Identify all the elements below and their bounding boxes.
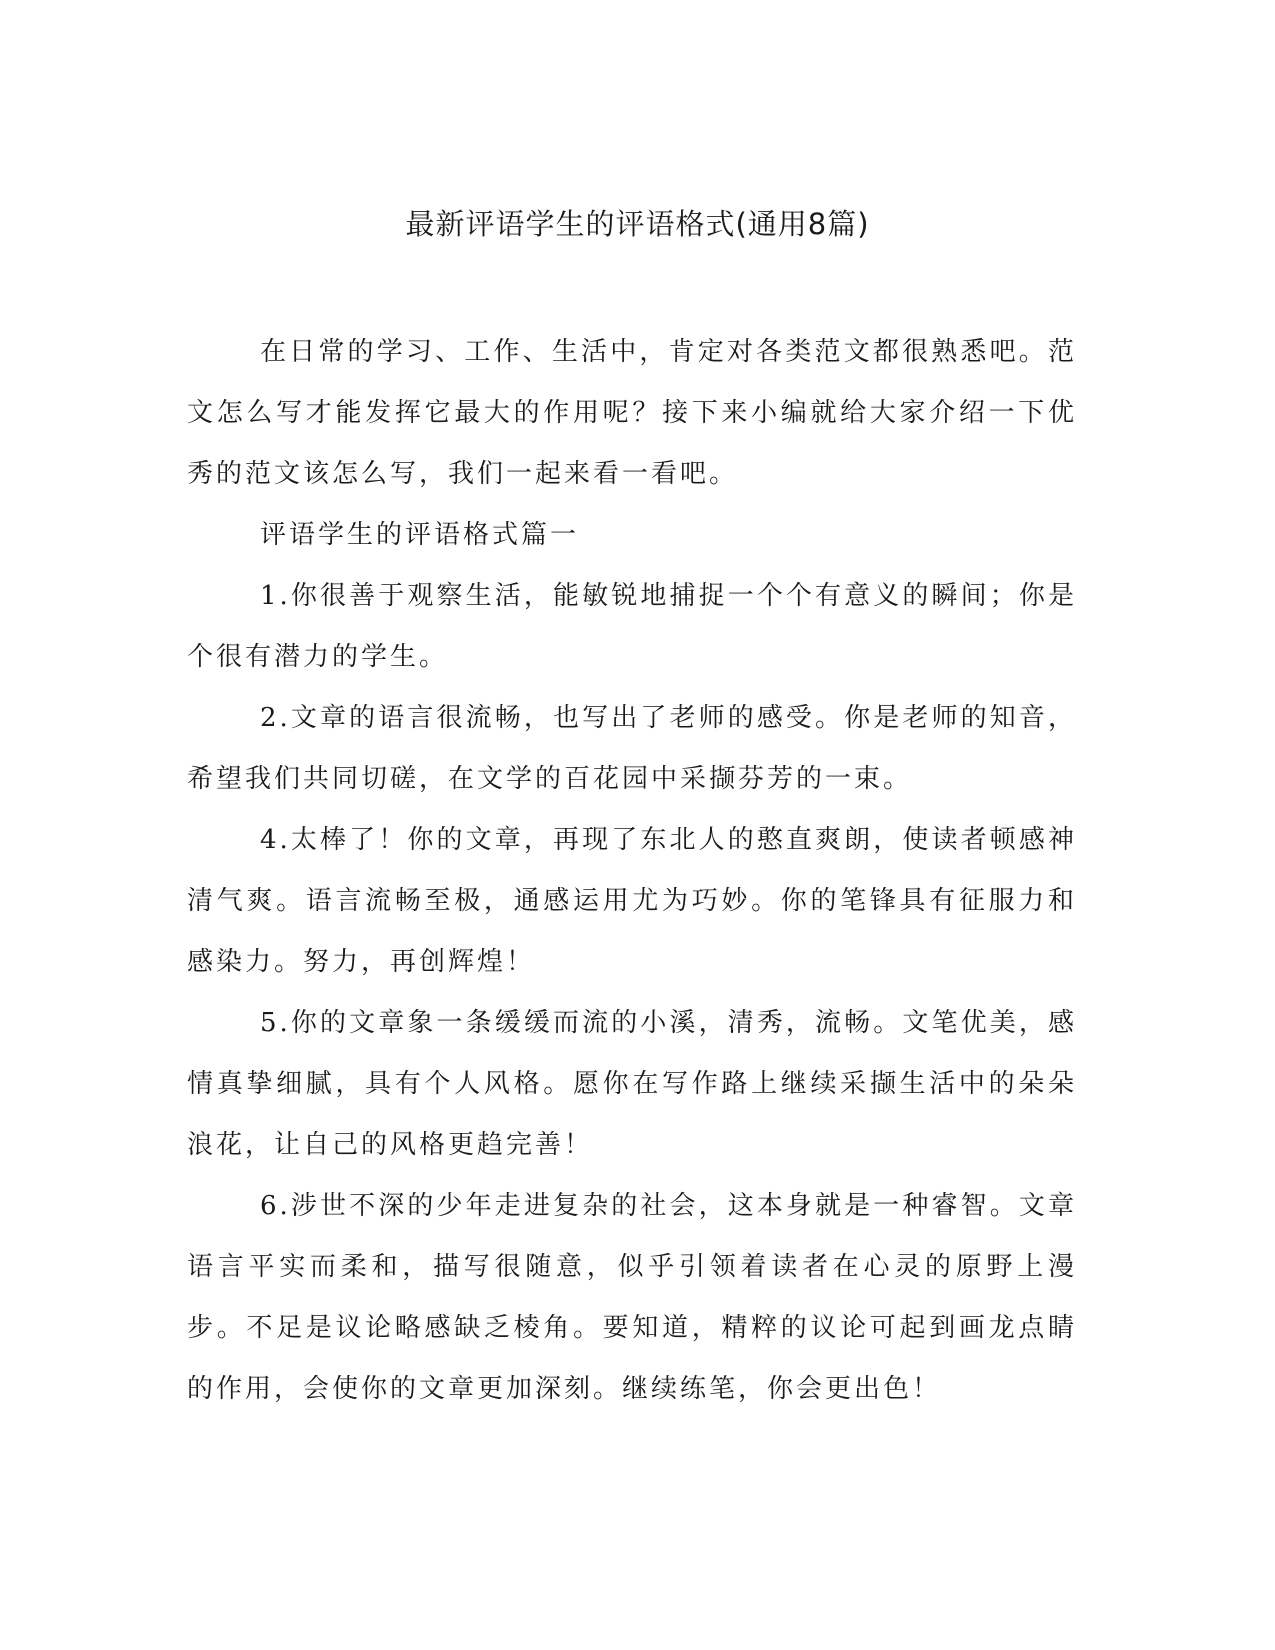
comment-item-6: 6.涉世不深的少年走进复杂的社会，这本身就是一种睿智。文章语言平实而柔和，描写很随意，似乎引领着读者在心灵的原野上漫步。不足是议论略感缺乏棱角。要知道，精粹的议论可起到画龙点睛的作用，会使你的文章更加深刻。继续练笔，你会更出色！: [187, 1191, 1077, 1404]
document-title: 最新评语学生的评语格式(通用8篇): [405, 207, 870, 241]
document-body: [187, 322, 1077, 1420]
comment-item-5: 5.你的文章象一条缓缓而流的小溪，清秀，流畅。文笔优美，感情真挚细腻，具有个人风格。愿你在写作路上继续采撷生活中的朵朵浪花，让自己的风格更趋完善！: [187, 1008, 1077, 1160]
comment-item-4: 4.太棒了！你的文章，再现了东北人的憨直爽朗，使读者顿感神清气爽。语言流畅至极，通感运用尤为巧妙。你的笔锋具有征服力和感染力。努力，再创辉煌！: [187, 825, 1077, 977]
intro-paragraph: 在日常的学习、工作、生活中，肯定对各类范文都很熟悉吧。范文怎么写才能发挥它最大的作用呢？接下来小编就给大家介绍一下优秀的范文该怎么写，我们一起来看一看吧。: [187, 337, 1077, 489]
comment-item-2: 2.文章的语言很流畅，也写出了老师的感受。你是老师的知音，希望我们共同切磋，在文学的百花园中采撷芬芳的一束。: [187, 703, 1077, 794]
section-heading: 评语学生的评语格式篇一: [260, 520, 580, 550]
comment-item-1: 1.你很善于观察生活，能敏锐地捕捉一个个有意义的瞬间；你是个很有潜力的学生。: [187, 581, 1077, 672]
